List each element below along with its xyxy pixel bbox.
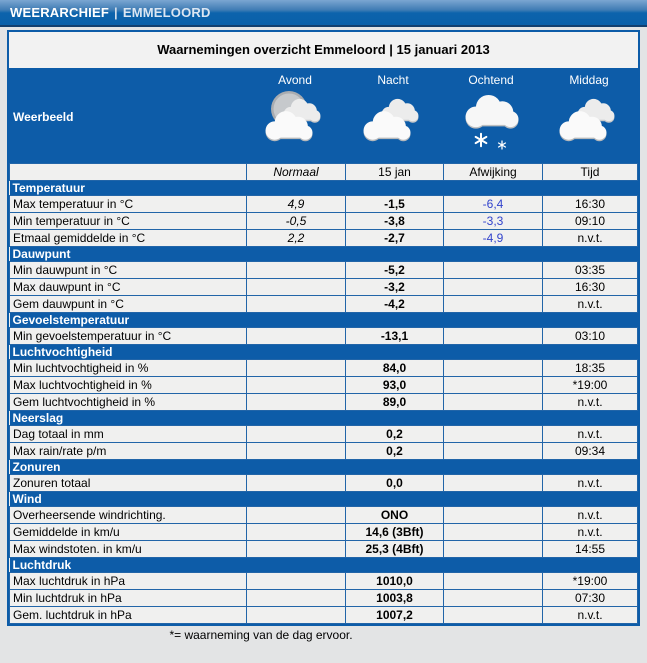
row-label-cell: Gem dauwpunt in °C	[10, 296, 247, 313]
deviation-value-cell: -3,3	[444, 213, 543, 230]
deviation-value-cell	[444, 360, 543, 377]
deviation-value-cell	[444, 607, 543, 624]
deviation-value-cell	[444, 590, 543, 607]
deviation-value-cell	[444, 377, 543, 394]
data-row	[10, 426, 638, 443]
normal-value-cell: -0,5	[247, 213, 346, 230]
page-title: Waarnemingen overzicht Emmeloord | 15 januari 2013	[9, 32, 638, 70]
time-value-cell: 07:30	[543, 590, 638, 607]
day-value-cell: 0,0	[346, 475, 444, 492]
time-value-cell: n.v.t.	[543, 475, 638, 492]
day-value-cell: 89,0	[346, 394, 444, 411]
daypart-columns	[246, 70, 638, 163]
normal-value-cell	[247, 262, 346, 279]
row-label-cell: Max luchtvochtigheid in %	[10, 377, 247, 394]
data-row	[10, 394, 638, 411]
day-value-cell: -2,7	[346, 230, 444, 247]
data-row	[10, 607, 638, 624]
day-value-cell: -13,1	[346, 328, 444, 345]
column-header: 15 jan	[346, 164, 444, 181]
deviation-value-cell	[444, 426, 543, 443]
topbar-separator: |	[113, 5, 118, 20]
data-row	[10, 524, 638, 541]
time-value-cell: n.v.t.	[543, 230, 638, 247]
time-value-cell: n.v.t.	[543, 524, 638, 541]
column-header	[10, 164, 247, 181]
row-label-cell: Min luchtdruk in hPa	[10, 590, 247, 607]
day-value-cell: 84,0	[346, 360, 444, 377]
normal-value-cell	[247, 507, 346, 524]
row-label-cell: Max windstoten. in km/u	[10, 541, 247, 558]
day-value-cell: -1,5	[346, 196, 444, 213]
day-value-cell: -3,8	[346, 213, 444, 230]
row-label-cell: Max temperatuur in °C	[10, 196, 247, 213]
column-header: Tijd	[543, 164, 638, 181]
clouds-icon	[344, 88, 442, 156]
data-row	[10, 443, 638, 460]
data-row	[10, 475, 638, 492]
normal-value-cell	[247, 607, 346, 624]
deviation-value-cell: -4,9	[444, 230, 543, 247]
daypart-label: Ochtend	[468, 73, 514, 87]
data-row	[10, 230, 638, 247]
deviation-value-cell	[444, 507, 543, 524]
topbar-location: EMMELOORD	[122, 5, 211, 20]
footnote: *= waarneming van de dag ervoor.	[169, 628, 353, 642]
day-value-cell: -3,2	[346, 279, 444, 296]
section-header-row	[10, 181, 638, 196]
weather-overview-panel	[7, 30, 640, 626]
deviation-value-cell	[444, 262, 543, 279]
normal-value-cell	[247, 443, 346, 460]
time-value-cell: 16:30	[543, 279, 638, 296]
data-row	[10, 196, 638, 213]
normal-value-cell	[247, 377, 346, 394]
normal-value-cell	[247, 360, 346, 377]
site-brand: WEERARCHIEF	[10, 5, 109, 20]
weerbeeld-band	[9, 70, 638, 163]
section-header-row	[10, 411, 638, 426]
row-label-cell: Gem luchtvochtigheid in %	[10, 394, 247, 411]
section-header-row	[10, 460, 638, 475]
daypart-column	[540, 70, 638, 163]
data-row	[10, 507, 638, 524]
section-title: Zonuren	[10, 460, 638, 475]
deviation-value-cell: -6,4	[444, 196, 543, 213]
row-label-cell: Overheersende windrichting.	[10, 507, 247, 524]
normal-value-cell	[247, 541, 346, 558]
daypart-column	[246, 70, 344, 163]
data-row	[10, 296, 638, 313]
daypart-column	[344, 70, 442, 163]
day-value-cell: 0,2	[346, 426, 444, 443]
data-row	[10, 262, 638, 279]
daypart-column	[442, 70, 540, 163]
row-label-cell: Dag totaal in mm	[10, 426, 247, 443]
time-value-cell: n.v.t.	[543, 507, 638, 524]
day-value-cell: 93,0	[346, 377, 444, 394]
day-value-cell: 14,6 (3Bft)	[346, 524, 444, 541]
normal-value-cell	[247, 590, 346, 607]
normal-value-cell	[247, 573, 346, 590]
row-label-cell: Min temperatuur in °C	[10, 213, 247, 230]
row-label-cell: Gem. luchtdruk in hPa	[10, 607, 247, 624]
weerbeeld-label: Weerbeeld	[13, 109, 74, 124]
deviation-value-cell	[444, 475, 543, 492]
deviation-value-cell	[444, 541, 543, 558]
time-value-cell: 18:35	[543, 360, 638, 377]
section-title: Temperatuur	[10, 181, 638, 196]
data-row	[10, 213, 638, 230]
deviation-value-cell	[444, 279, 543, 296]
row-label-cell: Etmaal gemiddelde in °C	[10, 230, 247, 247]
time-value-cell: 09:10	[543, 213, 638, 230]
normal-value-cell	[247, 328, 346, 345]
data-row	[10, 573, 638, 590]
deviation-value-cell	[444, 573, 543, 590]
day-value-cell: 0,2	[346, 443, 444, 460]
section-title: Dauwpunt	[10, 247, 638, 262]
observations-table	[9, 163, 638, 624]
row-label-cell: Min dauwpunt in °C	[10, 262, 247, 279]
data-row	[10, 279, 638, 296]
section-header-row	[10, 345, 638, 360]
time-value-cell: *19:00	[543, 377, 638, 394]
time-value-cell: *19:00	[543, 573, 638, 590]
normal-value-cell	[247, 426, 346, 443]
column-header: Afwijking	[444, 164, 543, 181]
day-value-cell: ONO	[346, 507, 444, 524]
row-label-cell: Max dauwpunt in °C	[10, 279, 247, 296]
section-header-row	[10, 558, 638, 573]
time-value-cell: n.v.t.	[543, 426, 638, 443]
column-header: Normaal	[247, 164, 346, 181]
normal-value-cell	[247, 475, 346, 492]
row-label-cell: Max luchtdruk in hPa	[10, 573, 247, 590]
section-header-row	[10, 313, 638, 328]
daypart-label: Nacht	[377, 73, 409, 87]
daypart-label: Middag	[569, 73, 609, 87]
normal-value-cell	[247, 279, 346, 296]
day-value-cell: 1007,2	[346, 607, 444, 624]
data-row	[10, 590, 638, 607]
time-value-cell: 14:55	[543, 541, 638, 558]
section-title: Luchtvochtigheid	[10, 345, 638, 360]
column-header-row	[10, 164, 638, 181]
time-value-cell: 03:10	[543, 328, 638, 345]
time-value-cell: 03:35	[543, 262, 638, 279]
time-value-cell: 09:34	[543, 443, 638, 460]
data-row	[10, 328, 638, 345]
daypart-label: Avond	[278, 73, 312, 87]
clouds-icon	[540, 88, 638, 156]
section-title: Luchtdruk	[10, 558, 638, 573]
day-value-cell: 1003,8	[346, 590, 444, 607]
data-row	[10, 360, 638, 377]
section-title: Wind	[10, 492, 638, 507]
deviation-value-cell	[444, 328, 543, 345]
deviation-value-cell	[444, 296, 543, 313]
normal-value-cell: 2,2	[247, 230, 346, 247]
normal-value-cell: 4,9	[247, 196, 346, 213]
time-value-cell: n.v.t.	[543, 607, 638, 624]
section-header-row	[10, 247, 638, 262]
deviation-value-cell	[444, 394, 543, 411]
normal-value-cell	[247, 524, 346, 541]
section-header-row	[10, 492, 638, 507]
day-value-cell: -5,2	[346, 262, 444, 279]
row-label-cell: Max rain/rate p/m	[10, 443, 247, 460]
day-value-cell: -4,2	[346, 296, 444, 313]
row-label-cell: Min luchtvochtigheid in %	[10, 360, 247, 377]
time-value-cell: n.v.t.	[543, 394, 638, 411]
time-value-cell: n.v.t.	[543, 296, 638, 313]
moon-behind-clouds-icon	[246, 88, 344, 156]
normal-value-cell	[247, 394, 346, 411]
row-label-cell: Gemiddelde in km/u	[10, 524, 247, 541]
time-value-cell: 16:30	[543, 196, 638, 213]
cloud-snow-icon	[442, 88, 540, 156]
section-title: Gevoelstemperatuur	[10, 313, 638, 328]
topbar	[0, 0, 647, 27]
deviation-value-cell	[444, 524, 543, 541]
data-row	[10, 377, 638, 394]
normal-value-cell	[247, 296, 346, 313]
day-value-cell: 25,3 (4Bft)	[346, 541, 444, 558]
row-label-cell: Min gevoelstemperatuur in °C	[10, 328, 247, 345]
deviation-value-cell	[444, 443, 543, 460]
row-label-cell: Zonuren totaal	[10, 475, 247, 492]
day-value-cell: 1010,0	[346, 573, 444, 590]
section-title: Neerslag	[10, 411, 638, 426]
data-row	[10, 541, 638, 558]
